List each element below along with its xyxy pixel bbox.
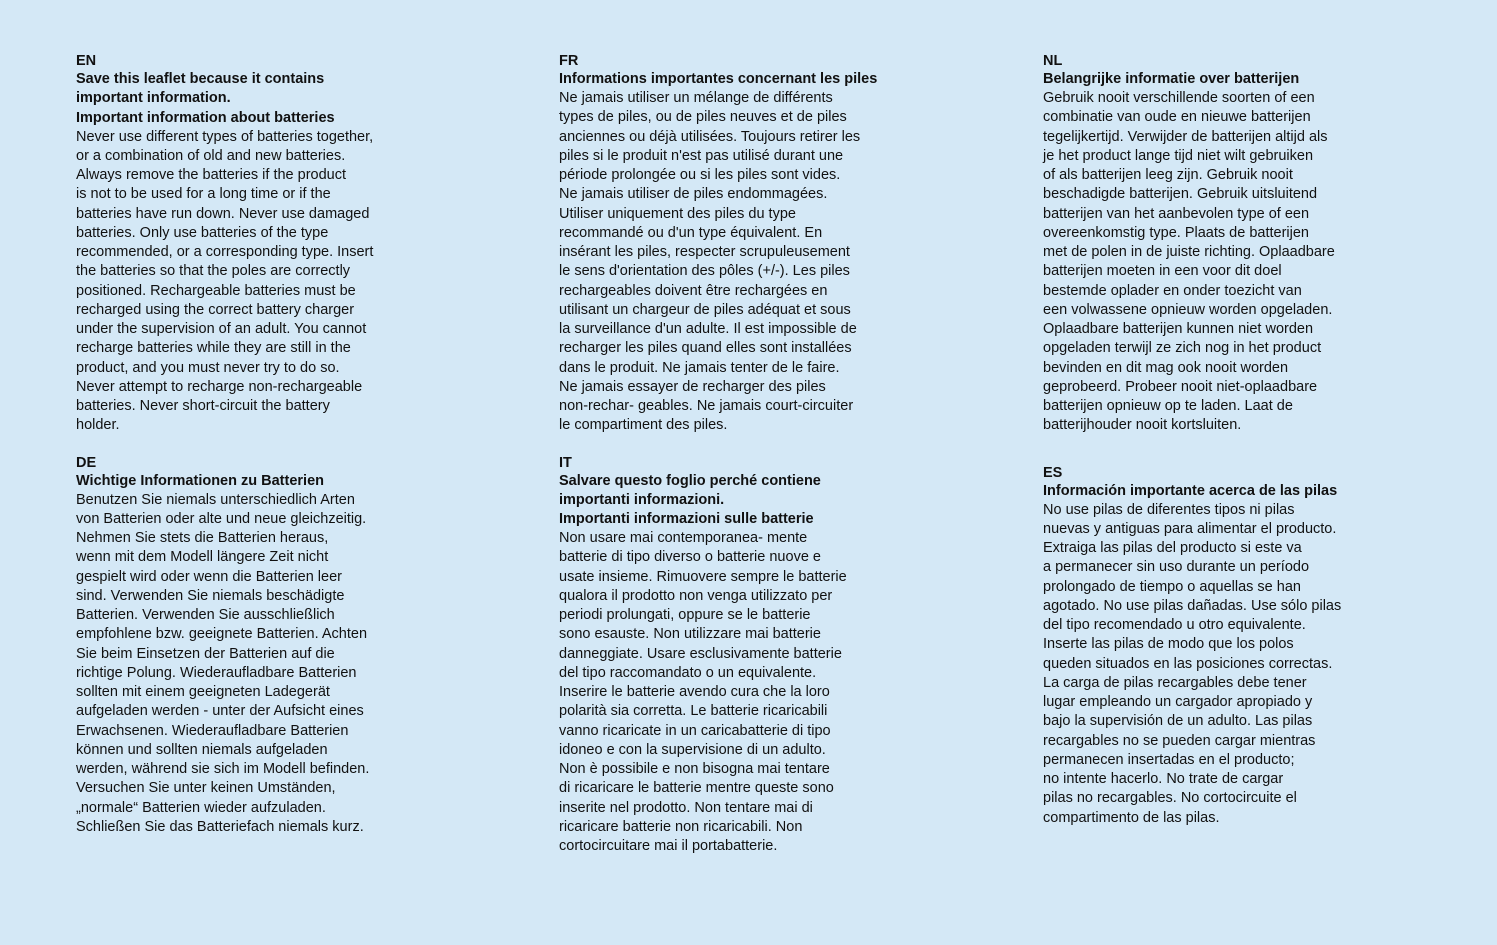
language-code-nl: NL [1043, 53, 1063, 69]
language-code-en: EN [76, 53, 97, 69]
body-text-nl: Gebruik nooit verschillende soorten of een combinatie van oude en nieuwe batterijen tegelijkertijd. Verwijder de batterijen altijd als je het product lange tijd niet wilt gebruiken of als batterijen leeg zijn. Gebruik nooit beschadigde batterijen. Gebruik uitsluitend batterijen van het aanbevolen type of een overeenkomstig type. Plaats de batterijen met de polen in de juiste richting. Oplaadbare batterijen moeten in een voor dit doel bestemde oplader en onder toezicht van een volwassene opnieuw worden opgeladen. Oplaadbare batterijen kunnen niet worden opgeladen terwijl ze zich nog in het product bevinden en dit mag ook nooit worden geprobeerd. Probeer nooit niet-oplaadbare batterijen opnieuw op te laden. Laat de batterijhouder nooit kortsluiten. [1043, 90, 1335, 434]
heading-it: Importanti informazioni sulle batterie [559, 511, 814, 527]
section-de [76, 454, 426, 838]
heading-fr: Informations importantes concernant les piles [559, 71, 878, 87]
heading-nl: Belangrijke informatie over batterijen [1043, 71, 1300, 87]
language-code-de: DE [76, 454, 97, 471]
section-fr [559, 52, 909, 436]
column-right [1043, 52, 1393, 828]
section-es [1043, 464, 1393, 828]
section-spacer [559, 436, 909, 454]
save-notice-en: Save this leaflet because it contains important information. [76, 71, 325, 107]
body-text-es: No use pilas de diferentes tipos ni pilas nuevas y antiguas para alimentar el producto. Extraiga las pilas del producto si este va a permanecer sin uso durante un período prolongado de tiempo o aquellas se han agotado. No use pilas dañadas. Use sólo pilas del tipo recomendado u otro equivalente. Inserte las pilas de modo que los polos queden situados en las posiciones correctas. La carga de pilas recargables debe tener lugar empleando un cargador apropiado y bajo la supervisión de un adulto. Las pilas recargables no se pueden cargar mientras permanecen insertadas en el producto; no intente hacerlo. No trate de cargar pilas no recargables. No cortocircuite el compartimento de las pilas. [1043, 501, 1342, 826]
section-spacer [76, 436, 426, 454]
language-code-fr: FR [559, 53, 579, 69]
save-notice-it: Salvare questo foglio perché contiene importanti informazioni. [559, 472, 821, 508]
section-spacer [1043, 436, 1393, 464]
heading-en: Important information about batteries [76, 109, 335, 126]
body-text-de: Benutzen Sie niemals unterschiedlich Arten von Batterien oder alte und neue gleichzeitig. Nehmen Sie stets die Batterien heraus, wenn mit dem Modell längere Zeit nicht gespielt wird oder wenn die Batterien leer sind. Verwenden Sie niemals beschädigte Batterien. Verwenden Sie ausschließlich empfohlene bzw. geeignete Batterien. Achten Sie beim Einsetzen der Batterien auf die richtige Polung. Wiederaufladbare Batterien sollten mit einem geeigneten Ladegerät aufgeladen werden - unter der Aufsicht eines Erwachsenen. Wiederaufladbare Batterien können und sollten niemals aufgeladen werden, während sie sich im Modell befinden. Versuchen Sie unter keinen Umständen, „normale“ Batterien wieder aufzuladen. Schließen Sie das Batteriefach niemals kurz. [76, 491, 370, 835]
section-it [559, 454, 909, 857]
column-left [76, 52, 426, 837]
language-code-es: ES [1043, 464, 1063, 481]
column-middle [559, 52, 909, 856]
body-text-en: Never use different types of batteries together, or a combination of old and new batteries. Always remove the batteries if the product is not to be used for a long time or if the batteries have run down. Never use damaged batteries. Only use batteries of the type recommended, or a corresponding type. Insert the batteries so that the poles are correctly positioned. Rechargeable batteries must be recharged using the correct battery charger under the supervision of an adult. You cannot recharge batteries while they are still in the product, and you must never try to do so. Never attempt to recharge non-rechargeable batteries. Never short-circuit the battery holder. [76, 128, 374, 434]
heading-es: Información importante acerca de las pilas [1043, 482, 1338, 499]
body-text-fr: Ne jamais utiliser un mélange de différents types de piles, ou de piles neuves et de piles anciennes ou déjà utilisées. Toujours retirer les piles si le produit n'est pas utilisé durant une période prolongée ou si les piles sont vides. Ne jamais utiliser de piles endommagées. Utiliser uniquement des piles du type recommandé ou d'un type équivalent. En insérant les piles, respecter scrupuleusement le sens d'orientation des pôles (+/-). Les piles rechargeables doivent être rechargées en utilisant un chargeur de piles adéquat et sous la surveillance d'un adulte. Il est impossible de recharger les piles quand elles sont installées dans le produit. Ne jamais tenter de le faire. Ne jamais essayer de recharger des piles non-rechar- geables. Ne jamais court-circuiter le compartiment des piles. [559, 90, 861, 434]
language-code-it: IT [559, 454, 572, 471]
heading-de: Wichtige Informationen zu Batterien [76, 472, 324, 489]
section-en [76, 52, 426, 436]
body-text-it: Non usare mai contemporanea- mente batterie di tipo diverso o batterie nuove e usate insieme. Rimuovere sempre le batterie qualora il prodotto non venga utilizzato per periodi prolungati, oppure se le batterie sono esauste. Non utilizzare mai batterie danneggiate. Usare esclusivamente batterie del tipo raccomandato o un equivalente. Inserire le batterie avendo cura che la loro polarità sia corretta. Le batterie ricaricabili vanno ricaricate in un caricabatterie di tipo idoneo e con la supervisione di un adulto. Non è possibile e non bisogna mai tentare di ricaricare le batterie mentre queste sono inserite nel prodotto. Non tentare mai di ricaricare batterie non ricaricabili. Non cortocircuitare mai il portabatterie. [559, 530, 847, 854]
section-nl [1043, 52, 1393, 436]
